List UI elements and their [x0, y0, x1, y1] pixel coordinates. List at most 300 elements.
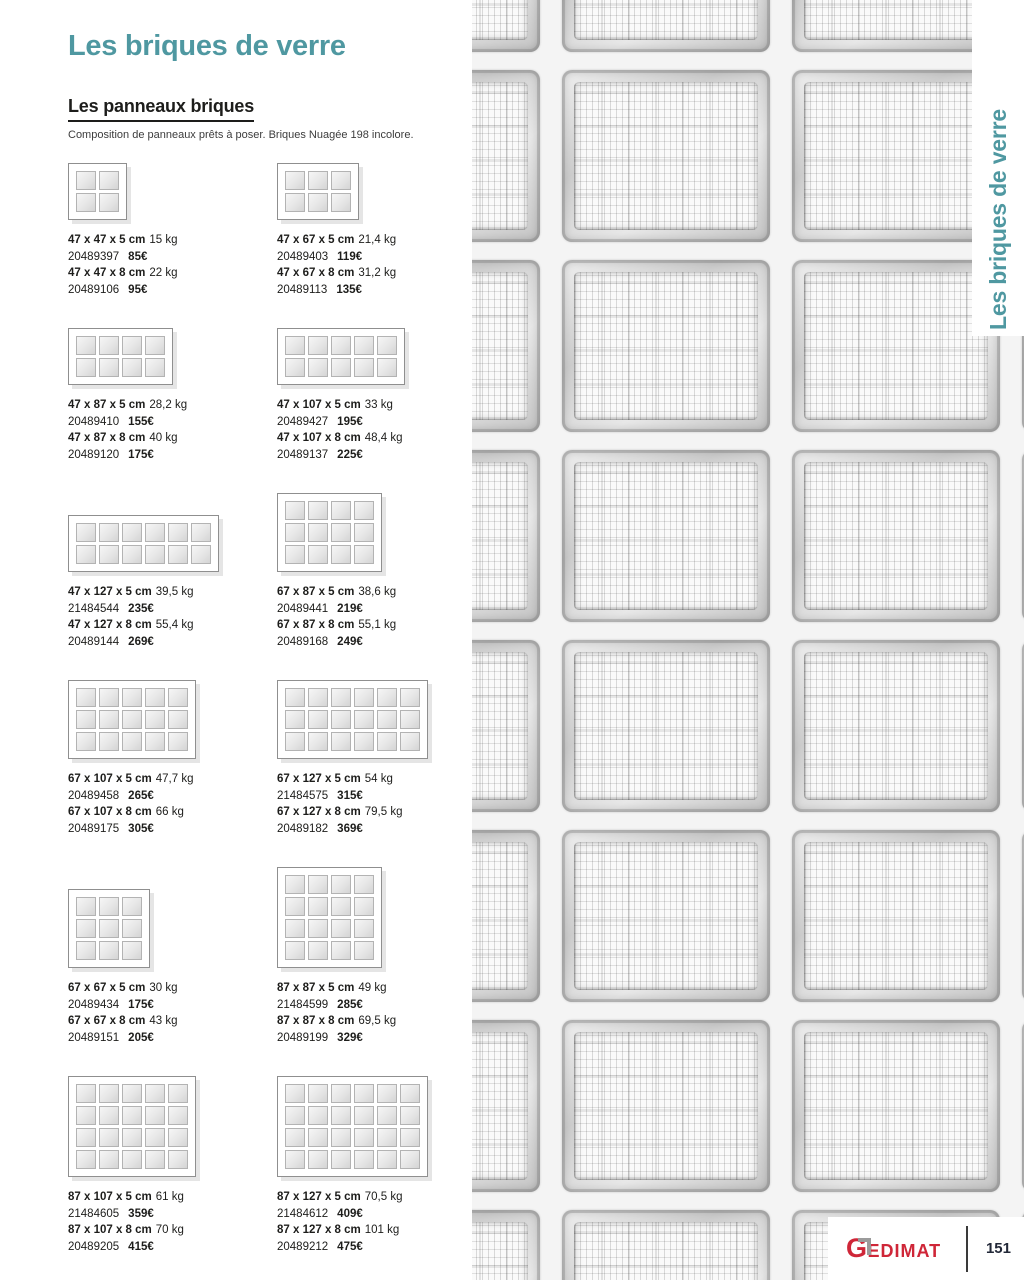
brick-cell	[308, 336, 328, 355]
variant-price-line	[68, 601, 194, 618]
product-weight: 43 kg	[149, 1015, 178, 1027]
brick-cell	[354, 523, 374, 542]
product-dimension: 67 x 107 x 5 cm	[68, 773, 152, 785]
brick-cell	[168, 1150, 188, 1169]
product-weight: 55,4 kg	[155, 619, 194, 631]
brick-cell	[168, 732, 188, 751]
brick-cell	[331, 1128, 351, 1147]
section-title: Les panneaux briques	[68, 96, 254, 122]
product-ref: 20489434	[68, 998, 120, 1011]
footer-divider	[966, 1226, 968, 1272]
product-price: 329€	[337, 1031, 363, 1044]
brick-cell	[285, 1106, 305, 1125]
product-price: 119€	[337, 250, 363, 263]
variant-price-line	[68, 1206, 184, 1223]
brick-cell	[308, 1150, 328, 1169]
brick-cell	[331, 710, 351, 729]
glass-block	[472, 640, 540, 812]
panel-diagram	[68, 680, 196, 759]
brick-cell	[354, 1150, 374, 1169]
variant-size-line	[68, 617, 194, 634]
product-dimension: 67 x 127 x 5 cm	[277, 773, 361, 785]
product-card	[68, 328, 277, 463]
product-lines	[68, 584, 194, 650]
product-card	[277, 867, 468, 1046]
glass-block	[562, 260, 770, 432]
brick-cell	[331, 171, 351, 190]
brick-cell	[76, 710, 96, 729]
brick-cell	[377, 1128, 397, 1147]
variant-price-line	[277, 249, 396, 266]
product-ref: 20489144	[68, 635, 120, 648]
product-price: 315€	[337, 789, 363, 802]
product-lines	[68, 771, 194, 837]
product-ref: 20489205	[68, 1240, 120, 1253]
brick-cell	[354, 336, 374, 355]
glass-block-face	[804, 842, 988, 990]
brick-cell	[76, 336, 96, 355]
product-dimension: 47 x 127 x 5 cm	[68, 586, 152, 598]
product-price: 85€	[128, 250, 148, 263]
panel-diagram	[277, 1076, 428, 1177]
glass-block	[562, 830, 770, 1002]
brick-cell	[122, 897, 142, 916]
product-ref: 20489137	[277, 448, 329, 461]
panel-diagram	[277, 493, 382, 572]
product-ref: 20489168	[277, 635, 329, 648]
brick-cell	[122, 336, 142, 355]
brick-cell	[285, 171, 305, 190]
product-weight: 54 kg	[364, 773, 393, 785]
brick-cell	[377, 1150, 397, 1169]
glass-block-face	[472, 82, 528, 230]
product-dimension: 67 x 107 x 8 cm	[68, 806, 152, 818]
product-weight: 15 kg	[149, 234, 178, 246]
panel-diagram	[68, 163, 127, 220]
panel-diagram	[277, 867, 382, 968]
brick-cell	[331, 1150, 351, 1169]
product-dimension: 47 x 47 x 5 cm	[68, 234, 146, 246]
brick-cell	[377, 358, 397, 377]
glass-wall-grid	[472, 0, 1024, 1280]
product-weight: 69,5 kg	[358, 1015, 397, 1027]
variant-size-line	[277, 584, 396, 601]
brick-cell	[285, 688, 305, 707]
brick-cell	[122, 1106, 142, 1125]
brick-cell	[168, 710, 188, 729]
variant-price-line	[68, 249, 178, 266]
product-price: 409€	[337, 1207, 363, 1220]
variant-size-line	[277, 397, 403, 414]
brick-cell	[145, 1128, 165, 1147]
glass-block	[562, 0, 770, 52]
brick-cell	[331, 523, 351, 542]
glass-block	[792, 830, 1000, 1002]
brick-cell	[76, 919, 96, 938]
panel-diagram	[277, 680, 428, 759]
glass-block	[472, 70, 540, 242]
product-price: 475€	[337, 1240, 363, 1253]
variant-size-line	[68, 430, 187, 447]
product-price: 175€	[128, 998, 154, 1011]
product-ref: 21484599	[277, 998, 329, 1011]
brick-cell	[308, 875, 328, 894]
product-lines	[277, 980, 396, 1046]
product-card	[277, 1076, 468, 1255]
product-lines	[68, 1189, 184, 1255]
product-ref: 21484612	[277, 1207, 329, 1220]
product-lines	[277, 232, 396, 298]
brick-cell	[308, 732, 328, 751]
brick-cell	[285, 336, 305, 355]
brick-cell	[99, 193, 119, 212]
product-price: 359€	[128, 1207, 154, 1220]
brick-cell	[400, 1084, 420, 1103]
brick-cell	[308, 710, 328, 729]
glass-block	[792, 0, 1000, 52]
product-ref: 20489397	[68, 250, 120, 263]
variant-size-line	[277, 804, 403, 821]
brick-cell	[308, 897, 328, 916]
brick-cell	[400, 732, 420, 751]
product-ref: 21484544	[68, 602, 120, 615]
product-weight: 79,5 kg	[364, 806, 403, 818]
product-dimension: 87 x 127 x 8 cm	[277, 1224, 361, 1236]
brick-cell	[76, 358, 96, 377]
product-dimension: 47 x 87 x 8 cm	[68, 432, 146, 444]
variant-size-line	[277, 430, 403, 447]
product-card	[277, 493, 468, 650]
product-ref: 20489175	[68, 822, 120, 835]
product-dimension: 87 x 107 x 5 cm	[68, 1191, 152, 1203]
product-ref: 21484575	[277, 789, 329, 802]
panel-diagram	[277, 163, 359, 220]
variant-price-line	[277, 282, 396, 299]
product-card	[277, 680, 468, 837]
glass-block-face	[574, 0, 758, 40]
glass-block	[562, 1020, 770, 1192]
brick-cell	[308, 1084, 328, 1103]
brick-cell	[99, 523, 119, 542]
variant-size-line	[68, 232, 178, 249]
product-ref: 20489113	[277, 283, 328, 296]
brick-cell	[168, 1128, 188, 1147]
glass-block-face	[472, 272, 528, 420]
product-ref: 20489410	[68, 415, 120, 428]
variant-price-line	[277, 821, 403, 838]
glass-block	[792, 640, 1000, 812]
variant-price-line	[277, 1030, 396, 1047]
brick-cell	[308, 501, 328, 520]
brick-cell	[76, 1084, 96, 1103]
brick-cell	[377, 1106, 397, 1125]
brick-cell	[122, 688, 142, 707]
variant-size-line	[277, 232, 396, 249]
brick-cell	[354, 732, 374, 751]
brick-cell	[145, 688, 165, 707]
glass-block-face	[804, 272, 988, 420]
brick-cell	[99, 941, 119, 960]
brick-cell	[285, 1150, 305, 1169]
brick-cell	[308, 919, 328, 938]
brick-cell	[331, 897, 351, 916]
brick-cell	[285, 941, 305, 960]
product-dimension: 87 x 127 x 5 cm	[277, 1191, 361, 1203]
product-dimension: 87 x 87 x 5 cm	[277, 982, 355, 994]
product-price: 205€	[128, 1031, 154, 1044]
product-card	[68, 1076, 277, 1255]
brick-cell	[76, 732, 96, 751]
glass-block	[562, 450, 770, 622]
glass-block	[472, 1020, 540, 1192]
variant-price-line	[277, 601, 396, 618]
product-dimension: 47 x 107 x 8 cm	[277, 432, 361, 444]
brick-cell	[191, 523, 211, 542]
variant-size-line	[68, 1189, 184, 1206]
brick-cell	[285, 193, 305, 212]
product-dimension: 87 x 87 x 8 cm	[277, 1015, 355, 1027]
brick-cell	[145, 710, 165, 729]
brick-cell	[354, 941, 374, 960]
variant-size-line	[68, 1222, 184, 1239]
product-price: 269€	[128, 635, 154, 648]
variant-price-line	[68, 634, 194, 651]
variant-price-line	[68, 788, 194, 805]
product-dimension: 47 x 67 x 5 cm	[277, 234, 355, 246]
brick-cell	[99, 171, 119, 190]
product-price: 285€	[337, 998, 363, 1011]
glass-block	[792, 70, 1000, 242]
product-weight: 33 kg	[364, 399, 393, 411]
product-weight: 47,7 kg	[155, 773, 194, 785]
brick-cell	[377, 1084, 397, 1103]
brick-cell	[308, 523, 328, 542]
glass-block-face	[804, 652, 988, 800]
glass-block	[562, 1210, 770, 1280]
variant-size-line	[68, 980, 178, 997]
brick-cell	[354, 1128, 374, 1147]
brick-cell	[122, 1150, 142, 1169]
panel-diagram	[68, 1076, 196, 1177]
brick-cell	[76, 897, 96, 916]
brick-cell	[331, 1106, 351, 1125]
brick-cell	[285, 710, 305, 729]
product-price: 265€	[128, 789, 154, 802]
glass-block-face	[574, 842, 758, 990]
product-lines	[68, 232, 178, 298]
glass-block	[472, 0, 540, 52]
variant-size-line	[277, 1189, 403, 1206]
brick-cell	[145, 523, 165, 542]
product-price: 219€	[337, 602, 363, 615]
variant-price-line	[277, 1239, 403, 1256]
product-ref: 20489182	[277, 822, 329, 835]
variant-size-line	[277, 1222, 403, 1239]
brick-cell	[99, 1106, 119, 1125]
brick-cell	[308, 688, 328, 707]
brick-cell	[145, 732, 165, 751]
product-price: 135€	[336, 283, 362, 296]
glass-block	[472, 1210, 540, 1280]
brick-cell	[285, 1084, 305, 1103]
glass-block	[472, 830, 540, 1002]
brick-cell	[308, 1128, 328, 1147]
product-lines	[277, 397, 403, 463]
product-dimension: 47 x 47 x 8 cm	[68, 267, 146, 279]
product-dimension: 67 x 127 x 8 cm	[277, 806, 361, 818]
product-dimension: 47 x 67 x 8 cm	[277, 267, 355, 279]
brick-cell	[168, 1106, 188, 1125]
glass-block-face	[472, 1222, 528, 1280]
brick-cell	[122, 545, 142, 564]
variant-size-line	[68, 584, 194, 601]
brick-cell	[331, 358, 351, 377]
product-weight: 61 kg	[155, 1191, 184, 1203]
product-weight: 31,2 kg	[358, 267, 397, 279]
brick-cell	[377, 710, 397, 729]
variant-price-line	[68, 1239, 184, 1256]
brick-cell	[99, 897, 119, 916]
glass-block-face	[574, 82, 758, 230]
variant-size-line	[277, 265, 396, 282]
variant-size-line	[277, 1013, 396, 1030]
brick-cell	[191, 545, 211, 564]
variant-price-line	[277, 447, 403, 464]
brick-cell	[145, 336, 165, 355]
brick-cell	[168, 523, 188, 542]
glass-block	[562, 70, 770, 242]
glass-block-face	[804, 0, 988, 40]
brick-cell	[354, 919, 374, 938]
glass-block	[472, 450, 540, 622]
brick-cell	[354, 875, 374, 894]
product-weight: 49 kg	[358, 982, 387, 994]
product-dimension: 67 x 67 x 5 cm	[68, 982, 146, 994]
brick-cell	[122, 919, 142, 938]
brick-cell	[331, 919, 351, 938]
brick-cell	[308, 171, 328, 190]
variant-price-line	[68, 1030, 178, 1047]
product-weight: 101 kg	[364, 1224, 400, 1236]
brick-cell	[354, 897, 374, 916]
variant-price-line	[277, 1206, 403, 1223]
brick-cell	[76, 1106, 96, 1125]
product-ref: 20489120	[68, 448, 120, 461]
brick-cell	[308, 941, 328, 960]
brick-cell	[76, 688, 96, 707]
glass-block-face	[804, 1032, 988, 1180]
brick-cell	[76, 171, 96, 190]
panel-diagram	[68, 889, 150, 968]
brick-cell	[308, 545, 328, 564]
brick-cell	[122, 1084, 142, 1103]
brick-cell	[331, 1084, 351, 1103]
variant-size-line	[68, 397, 187, 414]
brick-cell	[308, 358, 328, 377]
glass-block-face	[574, 652, 758, 800]
glass-block-face	[574, 1222, 758, 1280]
product-card	[68, 515, 277, 650]
glass-block-face	[574, 272, 758, 420]
brick-cell	[354, 688, 374, 707]
product-price: 305€	[128, 822, 154, 835]
brick-cell	[99, 1084, 119, 1103]
product-ref: 20489403	[277, 250, 329, 263]
brick-cell	[285, 732, 305, 751]
product-lines	[68, 980, 178, 1046]
brick-cell	[122, 941, 142, 960]
variant-price-line	[68, 447, 187, 464]
brick-cell	[99, 1150, 119, 1169]
brick-cell	[285, 919, 305, 938]
glass-block-face	[472, 462, 528, 610]
product-dimension: 67 x 87 x 8 cm	[277, 619, 355, 631]
variant-size-line	[277, 771, 403, 788]
brick-cell	[145, 358, 165, 377]
product-weight: 40 kg	[149, 432, 178, 444]
brick-cell	[285, 1128, 305, 1147]
footer	[828, 1217, 1024, 1280]
brick-cell	[122, 358, 142, 377]
brick-cell	[377, 336, 397, 355]
variant-price-line	[277, 997, 396, 1014]
glass-block-face	[574, 1032, 758, 1180]
glass-block-face	[804, 82, 988, 230]
brick-cell	[99, 545, 119, 564]
product-price: 95€	[128, 283, 148, 296]
brick-cell	[354, 1084, 374, 1103]
product-card	[277, 328, 468, 463]
product-lines	[277, 584, 396, 650]
brick-cell	[331, 336, 351, 355]
product-ref: 20489106	[68, 283, 120, 296]
product-card	[68, 163, 277, 298]
product-price: 369€	[337, 822, 363, 835]
product-card	[277, 163, 468, 298]
brick-cell	[145, 1084, 165, 1103]
brick-cell	[400, 1150, 420, 1169]
brick-cell	[285, 897, 305, 916]
product-card	[68, 889, 277, 1046]
brick-cell	[354, 545, 374, 564]
product-weight: 21,4 kg	[358, 234, 397, 246]
brick-cell	[285, 358, 305, 377]
variant-price-line	[68, 282, 178, 299]
vertical-chapter-label: Les briques de verre	[984, 109, 1011, 330]
glass-block	[472, 260, 540, 432]
brick-cell	[285, 523, 305, 542]
brick-cell	[76, 545, 96, 564]
product-dimension: 87 x 107 x 8 cm	[68, 1224, 152, 1236]
brick-cell	[377, 732, 397, 751]
glass-block-face	[472, 0, 528, 40]
brick-cell	[168, 545, 188, 564]
product-ref: 20489458	[68, 789, 120, 802]
glass-block-face	[574, 462, 758, 610]
glass-block-face	[472, 652, 528, 800]
brick-cell	[400, 688, 420, 707]
product-weight: 22 kg	[149, 267, 178, 279]
product-price: 155€	[128, 415, 154, 428]
brick-cell	[377, 688, 397, 707]
variant-price-line	[68, 821, 194, 838]
product-ref: 21484605	[68, 1207, 120, 1220]
product-dimension: 67 x 67 x 8 cm	[68, 1015, 146, 1027]
product-price: 195€	[337, 415, 363, 428]
glass-block	[792, 450, 1000, 622]
variant-price-line	[277, 788, 403, 805]
glass-wall-photo	[472, 0, 1024, 1280]
